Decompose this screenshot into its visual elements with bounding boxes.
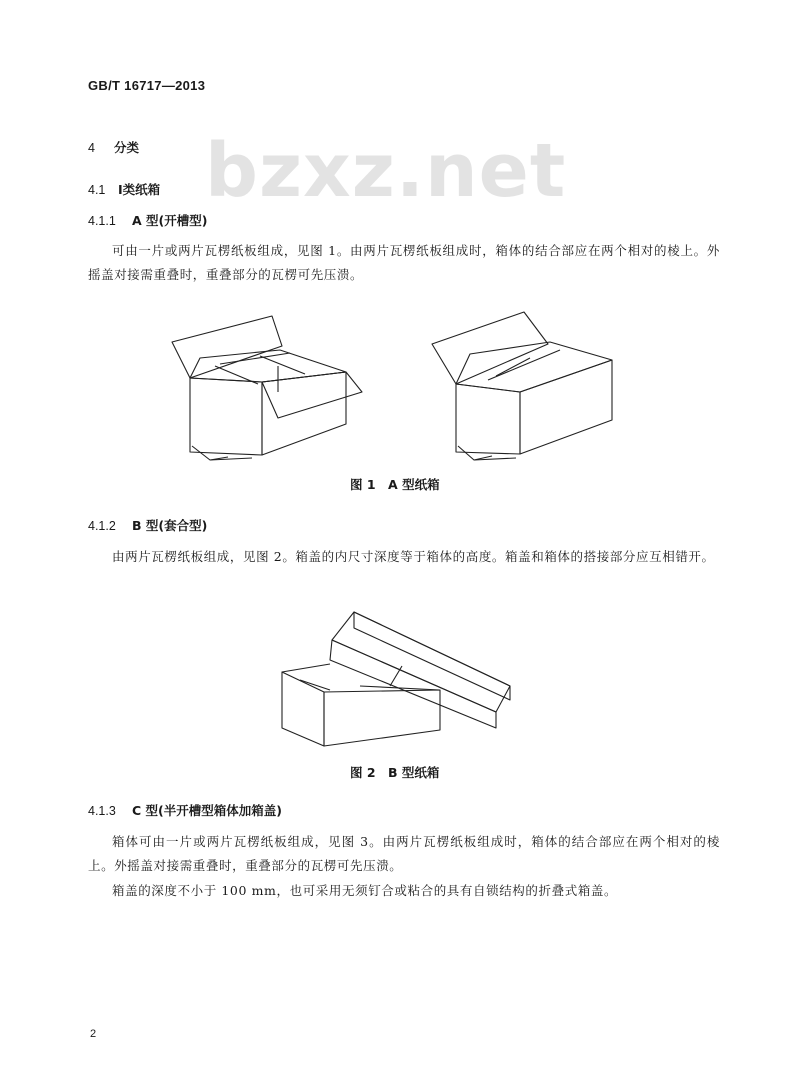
section-4-1-3-paragraph-1: 箱体可由一片或两片瓦楞纸板组成，见图 3。由两片瓦楞纸板组成时，箱体的结合部应在两个相对的棱上。外摇盖对接需重叠时，重叠部分的瓦楞可先压溃。 [88, 834, 720, 873]
section-4-1-3-heading [88, 801, 282, 819]
standard-code: GB/T 16717—2013 [88, 78, 206, 93]
section-title: A 型(开槽型) [132, 213, 208, 228]
section-number: 4.1 [88, 183, 106, 197]
b-type-box-base [282, 664, 440, 746]
section-title: 分类 [114, 140, 140, 155]
section-4-1-3-paragraph-2: 箱盖的深度不小于 100 mm，也可采用无须钉合或粘合的具有自锁结构的折叠式箱盖。 [112, 883, 618, 898]
figure-1-caption: 图 1 A 型纸箱 [350, 477, 440, 492]
section-4-1-1-paragraph: 可由一片或两片瓦楞纸板组成，见图 1。由两片瓦楞纸板组成时，箱体的结合部应在两个相对的棱上。外摇盖对接需重叠时，重叠部分的瓦楞可先压溃。 [88, 243, 720, 282]
section-number: 4 [88, 141, 95, 155]
b-type-box-lid [330, 612, 510, 728]
figure-2-caption: 图 2 B 型纸箱 [350, 765, 440, 780]
section-title: C 型(半开槽型箱体加箱盖) [132, 803, 282, 818]
section-title: Ⅰ类纸箱 [118, 182, 161, 197]
section-number: 4.1.2 [88, 519, 116, 533]
section-4-1-2-paragraph: 由两片瓦楞纸板组成，见图 2。箱盖的内尺寸深度等于箱体的高度。箱盖和箱体的搭接部分应互相错开。 [112, 549, 715, 564]
section-number: 4.1.3 [88, 804, 116, 818]
section-title: B 型(套合型) [132, 518, 208, 533]
section-number: 4.1.1 [88, 214, 116, 228]
watermark: bzxz.net [205, 128, 567, 214]
page-number: 2 [90, 1028, 97, 1040]
